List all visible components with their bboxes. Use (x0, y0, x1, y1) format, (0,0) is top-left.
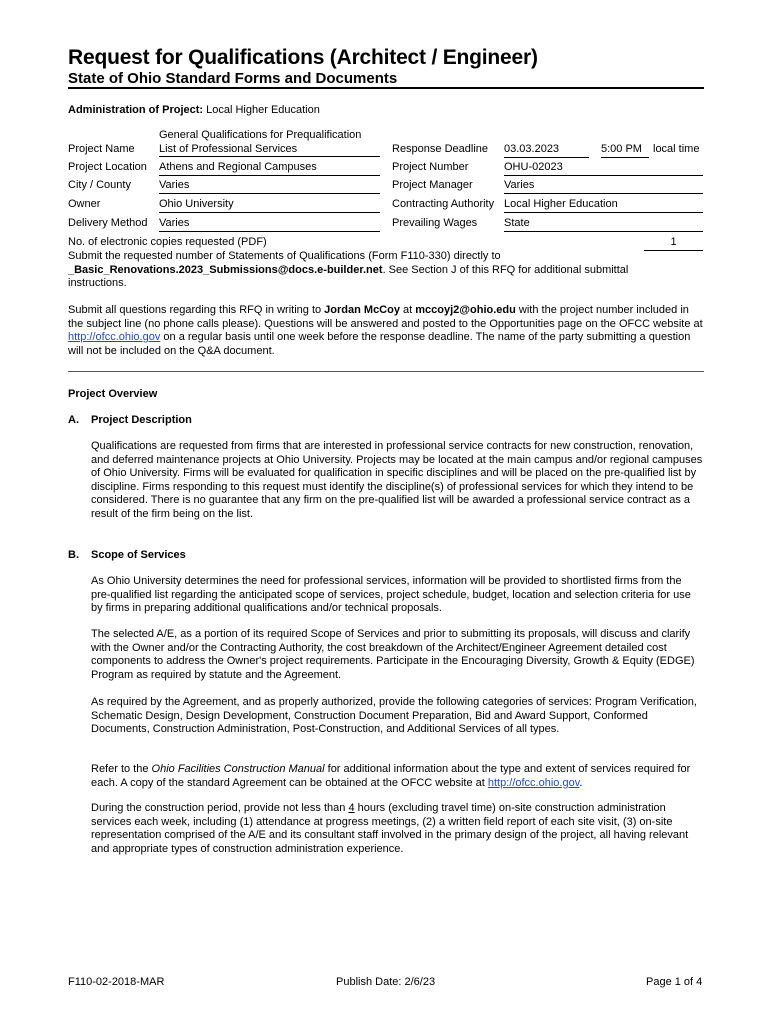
administration-value: Local Higher Education (206, 104, 320, 116)
contracting-authority-value: Local Higher Education (504, 198, 703, 213)
submission-line1: Submit the requested number of Statements of Qualifications (Form F110-330) directly to (68, 250, 501, 262)
project-manager-label: Project Manager (392, 179, 473, 191)
response-deadline-label: Response Deadline (392, 143, 489, 155)
city-county-value: Varies (159, 179, 380, 194)
submission-line2: . See Section J of this RFQ for additional submittal (382, 263, 629, 276)
section-b-title: Scope of Services (91, 549, 186, 561)
section-b-paragraph-5 (91, 802, 703, 856)
copies-value: 1 (644, 236, 703, 251)
owner-value: Ohio University (159, 198, 380, 213)
header-rule (68, 87, 704, 89)
contracting-authority-label: Contracting Authority (392, 198, 495, 210)
project-name-value (159, 129, 380, 157)
questions-text-4: on a regular basis until one week before the response deadline. The name of the party submitting a question will not be included on the Q&A document. (68, 331, 691, 357)
construction-period-text-2: hours (excluding travel time) on-site construction administration services each week, including (1) attendance at progress meetings, (2) a written field report of each site visit, (3) on-site representation comprised of the A/E and its consultant staff involved in the primary design of the project, all having relevant and appropriate types of construction administration experience. (91, 802, 689, 855)
section-b-paragraph-4 (91, 763, 703, 790)
submission-email[interactable]: _Basic_Renovations.2023_Submissions@docs.e-builder.net (68, 263, 383, 276)
manual-text-1: Refer to the (91, 763, 152, 775)
section-b-paragraph-2: The selected A/E, as a portion of its required Scope of Services and prior to submitting its proposals, will discuss and clarify with the Owner and/or the Contracting Authority, the cost breakdown of the Architect/Engineer Agreement detailed cost components to address the Owner's project requirements. Participate in the Encouraging Diversity, Growth & Equity (EDGE) Program as required by statute and the Agreement. (91, 628, 695, 681)
owner-label: Owner (68, 198, 101, 210)
questions-text-1: Submit all questions regarding this RFQ in writing to (68, 304, 325, 316)
copies-label: No. of electronic copies requested (PDF) (68, 236, 267, 248)
section-divider (68, 371, 704, 372)
ofcc-website-link[interactable]: http://ofcc.ohio.gov (68, 331, 161, 343)
city-county-label: City / County (68, 179, 131, 191)
project-location-value: Athens and Regional Campuses (159, 161, 380, 176)
project-name-line1: General Qualifications for Prequalification (159, 129, 362, 141)
footer-page-number: Page 1 of 4 (646, 976, 703, 988)
project-number-value: OHU-02023 (504, 161, 703, 176)
section-b-paragraph-3: As required by the Agreement, and as properly authorized, provide the following categories of services: Program Verification, Schematic Design, Design Development, Construction Document Preparation, Bid and Award Support, Conformed Documents, Construction Administration, Post-Construction, and Additional Services of all types. (91, 696, 697, 735)
project-name-line2: List of Professional Services (159, 143, 380, 158)
project-overview-heading: Project Overview (68, 388, 158, 400)
project-name-label: Project Name (68, 143, 135, 155)
footer-form-id: F110-02-2018-MAR (68, 976, 165, 988)
page-title: Request for Qualifications (Architect / Engineer) (68, 46, 538, 69)
section-b-letter: B. (68, 549, 79, 561)
section-a-title: Project Description (91, 414, 192, 426)
page-subtitle: State of Ohio Standard Forms and Documents (68, 70, 398, 87)
section-b-paragraph-1: As Ohio University determines the need for professional services, information will be provided to shortlisted firms from the pre-qualified list regarding the anticipated scope of services, project schedule, budget, location and selection criteria for use by firms in preparing additional qualifications and/or technical proposals. (91, 575, 691, 614)
construction-manual-title: Ohio Facilities Construction Manual (151, 763, 325, 775)
questions-text-2: at (399, 304, 416, 316)
submission-line3: instructions. (68, 277, 127, 289)
administration-label: Administration of Project: (68, 104, 204, 116)
response-deadline-time: 5:00 PM (601, 143, 649, 158)
delivery-method-label: Delivery Method (68, 217, 148, 229)
response-deadline-suffix: local time (653, 143, 700, 155)
questions-paragraph (68, 304, 704, 358)
project-manager-value: Varies (504, 179, 703, 194)
questions-text-3: with the project number included in the subject line (no phone calls please). Questions will be answered and posted to the Opportunities page on the OFCC website at (68, 304, 703, 330)
onsite-hours-value: 4 (348, 802, 355, 814)
delivery-method-value: Varies (159, 217, 380, 232)
ofcc-agreement-link[interactable]: http://ofcc.ohio.gov (487, 776, 580, 789)
contact-email-link[interactable]: mccoyj2@ohio.edu (415, 304, 516, 316)
submission-instructions (68, 250, 704, 291)
prevailing-wages-value: State (504, 217, 703, 232)
section-a-text: Qualifications are requested from firms that are interested in professional service contracts for new construction, renovation, and deferred maintenance projects at Ohio University. Projects may be located at the main campus and/or regional campuses of Ohio University. Firms will be evaluated for qualification in specific disciplines and will be placed on the pre-qualified list by discipline. Firms responding to this request must identify the discipline(s) of professional services for which they intend to be considered. There is no guarantee that any firm on the pre-qualified list will be awarded a professional service contract as a result of the firm being on the list. (91, 440, 703, 520)
footer-publish-date: Publish Date: 2/6/23 (336, 976, 436, 988)
construction-period-text-1: During the construction period, provide not less than (91, 802, 349, 814)
project-number-label: Project Number (392, 161, 469, 173)
response-deadline-date: 03.03.2023 (504, 143, 589, 158)
manual-text-3: . (579, 776, 583, 789)
prevailing-wages-label: Prevailing Wages (392, 217, 478, 229)
section-a-letter: A. (68, 414, 79, 426)
manual-text-2: for additional information about the type and extent of services required for each. A copy of the standard Agreement can be obtained at the OFCC website at (91, 763, 691, 789)
project-location-label: Project Location (68, 161, 147, 173)
administration-line (68, 104, 320, 118)
contact-name: Jordan McCoy (324, 304, 400, 316)
